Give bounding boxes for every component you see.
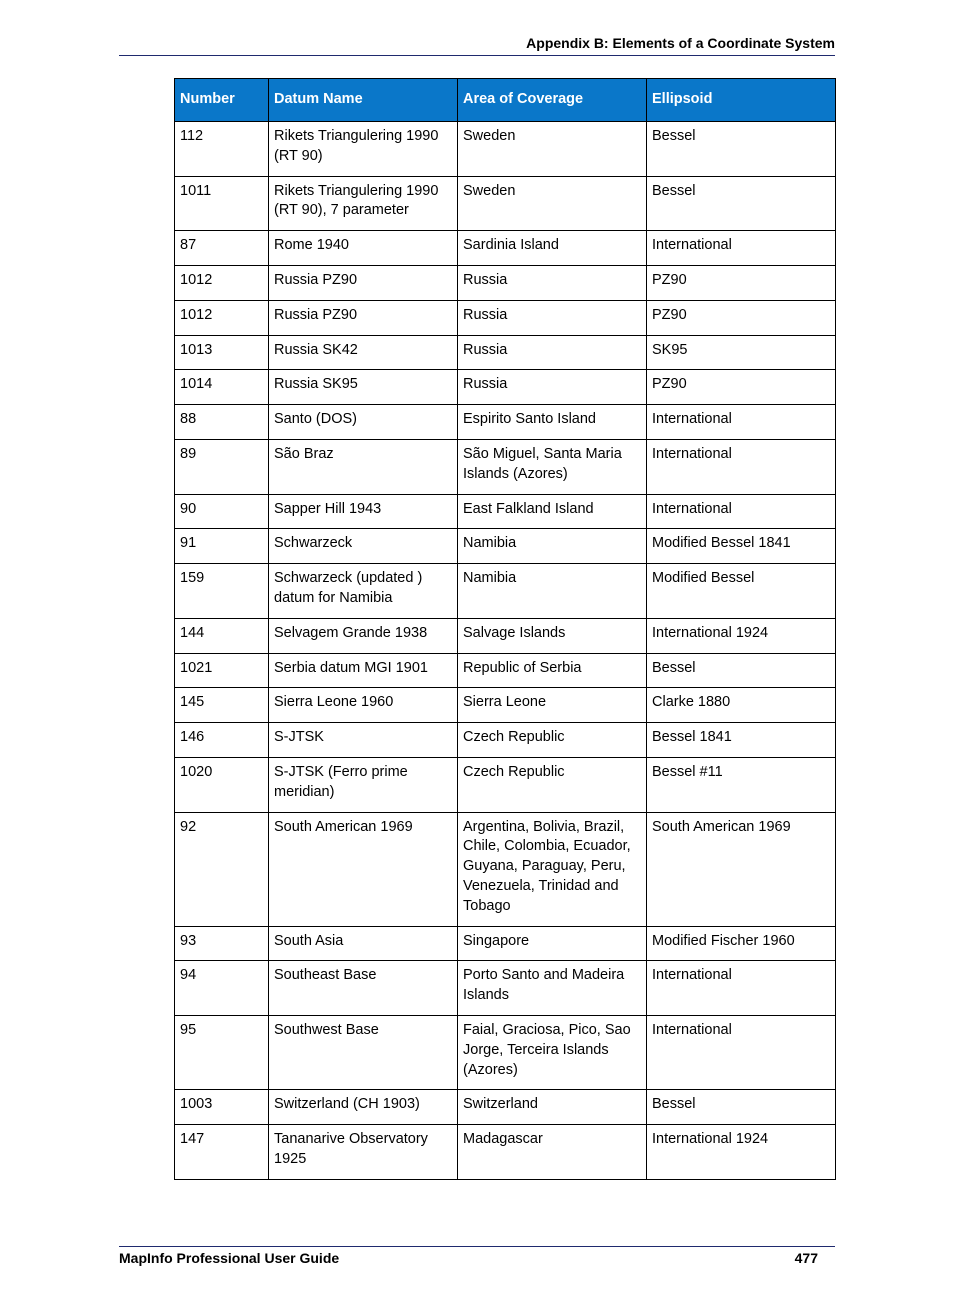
table-row <box>175 405 836 440</box>
cell-ellipsoid: Modified Bessel 1841 <box>647 529 836 564</box>
cell-ellipsoid: International 1924 <box>647 1125 836 1180</box>
cell-number: 146 <box>175 723 269 758</box>
cell-number: 91 <box>175 529 269 564</box>
cell-area-of-coverage: Czech Republic <box>458 757 647 812</box>
cell-datum-name: Tananarive Observatory 1925 <box>269 1125 458 1180</box>
cell-ellipsoid: International <box>647 494 836 529</box>
cell-number: 90 <box>175 494 269 529</box>
column-header-datum-name: Datum Name <box>269 79 458 122</box>
cell-area-of-coverage: Sweden <box>458 122 647 177</box>
cell-ellipsoid: Modified Fischer 1960 <box>647 926 836 961</box>
cell-datum-name: Rikets Triangulering 1990 (RT 90), 7 parameter <box>269 176 458 231</box>
cell-number: 159 <box>175 564 269 619</box>
cell-ellipsoid: PZ90 <box>647 300 836 335</box>
cell-number: 93 <box>175 926 269 961</box>
table-row <box>175 1125 836 1180</box>
cell-datum-name: Schwarzeck <box>269 529 458 564</box>
column-header-area-of-coverage: Area of Coverage <box>458 79 647 122</box>
cell-datum-name: São Braz <box>269 439 458 494</box>
cell-area-of-coverage: Czech Republic <box>458 723 647 758</box>
cell-datum-name: Sapper Hill 1943 <box>269 494 458 529</box>
cell-datum-name: Rome 1940 <box>269 231 458 266</box>
cell-number: 1021 <box>175 653 269 688</box>
datum-table-container <box>174 78 836 1180</box>
cell-area-of-coverage: Faial, Graciosa, Pico, Sao Jorge, Terceira Islands (Azores) <box>458 1015 647 1089</box>
table-row <box>175 812 836 926</box>
cell-ellipsoid: International <box>647 1015 836 1089</box>
cell-area-of-coverage: Singapore <box>458 926 647 961</box>
cell-area-of-coverage: Sierra Leone <box>458 688 647 723</box>
table-row <box>175 335 836 370</box>
table-row <box>175 370 836 405</box>
cell-ellipsoid: International <box>647 405 836 440</box>
cell-area-of-coverage: Russia <box>458 265 647 300</box>
cell-datum-name: South Asia <box>269 926 458 961</box>
cell-datum-name: Schwarzeck (updated ) datum for Namibia <box>269 564 458 619</box>
cell-ellipsoid: Bessel 1841 <box>647 723 836 758</box>
table-row <box>175 926 836 961</box>
cell-ellipsoid: Bessel <box>647 122 836 177</box>
cell-ellipsoid: Bessel #11 <box>647 757 836 812</box>
cell-datum-name: Serbia datum MGI 1901 <box>269 653 458 688</box>
table-row <box>175 961 836 1016</box>
cell-area-of-coverage: Porto Santo and Madeira Islands <box>458 961 647 1016</box>
cell-ellipsoid: Bessel <box>647 176 836 231</box>
table-row <box>175 176 836 231</box>
cell-ellipsoid: International 1924 <box>647 618 836 653</box>
table-row <box>175 529 836 564</box>
cell-ellipsoid: International <box>647 961 836 1016</box>
cell-datum-name: Switzerland (CH 1903) <box>269 1090 458 1125</box>
cell-number: 1012 <box>175 300 269 335</box>
cell-number: 94 <box>175 961 269 1016</box>
table-row <box>175 1015 836 1089</box>
footer-divider <box>119 1246 835 1247</box>
cell-number: 1003 <box>175 1090 269 1125</box>
cell-datum-name: Selvagem Grande 1938 <box>269 618 458 653</box>
table-row <box>175 564 836 619</box>
cell-area-of-coverage: Russia <box>458 370 647 405</box>
cell-number: 1020 <box>175 757 269 812</box>
cell-ellipsoid: PZ90 <box>647 370 836 405</box>
cell-datum-name: S-JTSK (Ferro prime meridian) <box>269 757 458 812</box>
cell-area-of-coverage: Russia <box>458 335 647 370</box>
table-header-row <box>175 79 836 122</box>
footer-document-title: MapInfo Professional User Guide <box>119 1250 340 1266</box>
cell-number: 92 <box>175 812 269 926</box>
cell-ellipsoid: Clarke 1880 <box>647 688 836 723</box>
table-row <box>175 439 836 494</box>
cell-ellipsoid: Bessel <box>647 653 836 688</box>
table-row <box>175 300 836 335</box>
table-row <box>175 757 836 812</box>
cell-ellipsoid: SK95 <box>647 335 836 370</box>
cell-area-of-coverage: Republic of Serbia <box>458 653 647 688</box>
table-row <box>175 231 836 266</box>
cell-number: 147 <box>175 1125 269 1180</box>
cell-number: 1013 <box>175 335 269 370</box>
cell-area-of-coverage: Switzerland <box>458 1090 647 1125</box>
cell-area-of-coverage: Argentina, Bolivia, Brazil, Chile, Colombia, Ecuador, Guyana, Paraguay, Peru, Venezuela, Trinidad and Tobago <box>458 812 647 926</box>
cell-area-of-coverage: São Miguel, Santa Maria Islands (Azores) <box>458 439 647 494</box>
cell-area-of-coverage: Salvage Islands <box>458 618 647 653</box>
table-row <box>175 723 836 758</box>
running-header-title: Appendix B: Elements of a Coordinate System <box>526 35 835 51</box>
table-row <box>175 122 836 177</box>
cell-area-of-coverage: Namibia <box>458 564 647 619</box>
footer-page-number: 477 <box>794 1250 818 1266</box>
cell-ellipsoid: Bessel <box>647 1090 836 1125</box>
cell-datum-name: Rikets Triangulering 1990 (RT 90) <box>269 122 458 177</box>
cell-area-of-coverage: Espirito Santo Island <box>458 405 647 440</box>
cell-datum-name: S-JTSK <box>269 723 458 758</box>
cell-ellipsoid: International <box>647 231 836 266</box>
cell-area-of-coverage: East Falkland Island <box>458 494 647 529</box>
cell-datum-name: Sierra Leone 1960 <box>269 688 458 723</box>
cell-number: 1011 <box>175 176 269 231</box>
table-body <box>175 122 836 1180</box>
cell-datum-name: Russia SK95 <box>269 370 458 405</box>
cell-datum-name: Santo (DOS) <box>269 405 458 440</box>
table-row <box>175 618 836 653</box>
cell-number: 145 <box>175 688 269 723</box>
cell-datum-name: Southwest Base <box>269 1015 458 1089</box>
cell-datum-name: South American 1969 <box>269 812 458 926</box>
cell-number: 89 <box>175 439 269 494</box>
cell-number: 112 <box>175 122 269 177</box>
cell-number: 95 <box>175 1015 269 1089</box>
cell-number: 88 <box>175 405 269 440</box>
column-header-ellipsoid: Ellipsoid <box>647 79 836 122</box>
cell-datum-name: Russia SK42 <box>269 335 458 370</box>
cell-number: 1014 <box>175 370 269 405</box>
cell-number: 1012 <box>175 265 269 300</box>
datum-table <box>174 78 836 1180</box>
cell-ellipsoid: Modified Bessel <box>647 564 836 619</box>
table-row <box>175 1090 836 1125</box>
cell-datum-name: Russia PZ90 <box>269 300 458 335</box>
table-row <box>175 265 836 300</box>
cell-area-of-coverage: Sweden <box>458 176 647 231</box>
table-row <box>175 688 836 723</box>
cell-datum-name: Southeast Base <box>269 961 458 1016</box>
header-divider <box>119 55 835 56</box>
cell-ellipsoid: International <box>647 439 836 494</box>
table-row <box>175 653 836 688</box>
cell-number: 87 <box>175 231 269 266</box>
cell-number: 144 <box>175 618 269 653</box>
table-row <box>175 494 836 529</box>
column-header-number: Number <box>175 79 269 122</box>
cell-area-of-coverage: Madagascar <box>458 1125 647 1180</box>
cell-ellipsoid: PZ90 <box>647 265 836 300</box>
cell-ellipsoid: South American 1969 <box>647 812 836 926</box>
cell-area-of-coverage: Namibia <box>458 529 647 564</box>
cell-datum-name: Russia PZ90 <box>269 265 458 300</box>
cell-area-of-coverage: Sardinia Island <box>458 231 647 266</box>
cell-area-of-coverage: Russia <box>458 300 647 335</box>
